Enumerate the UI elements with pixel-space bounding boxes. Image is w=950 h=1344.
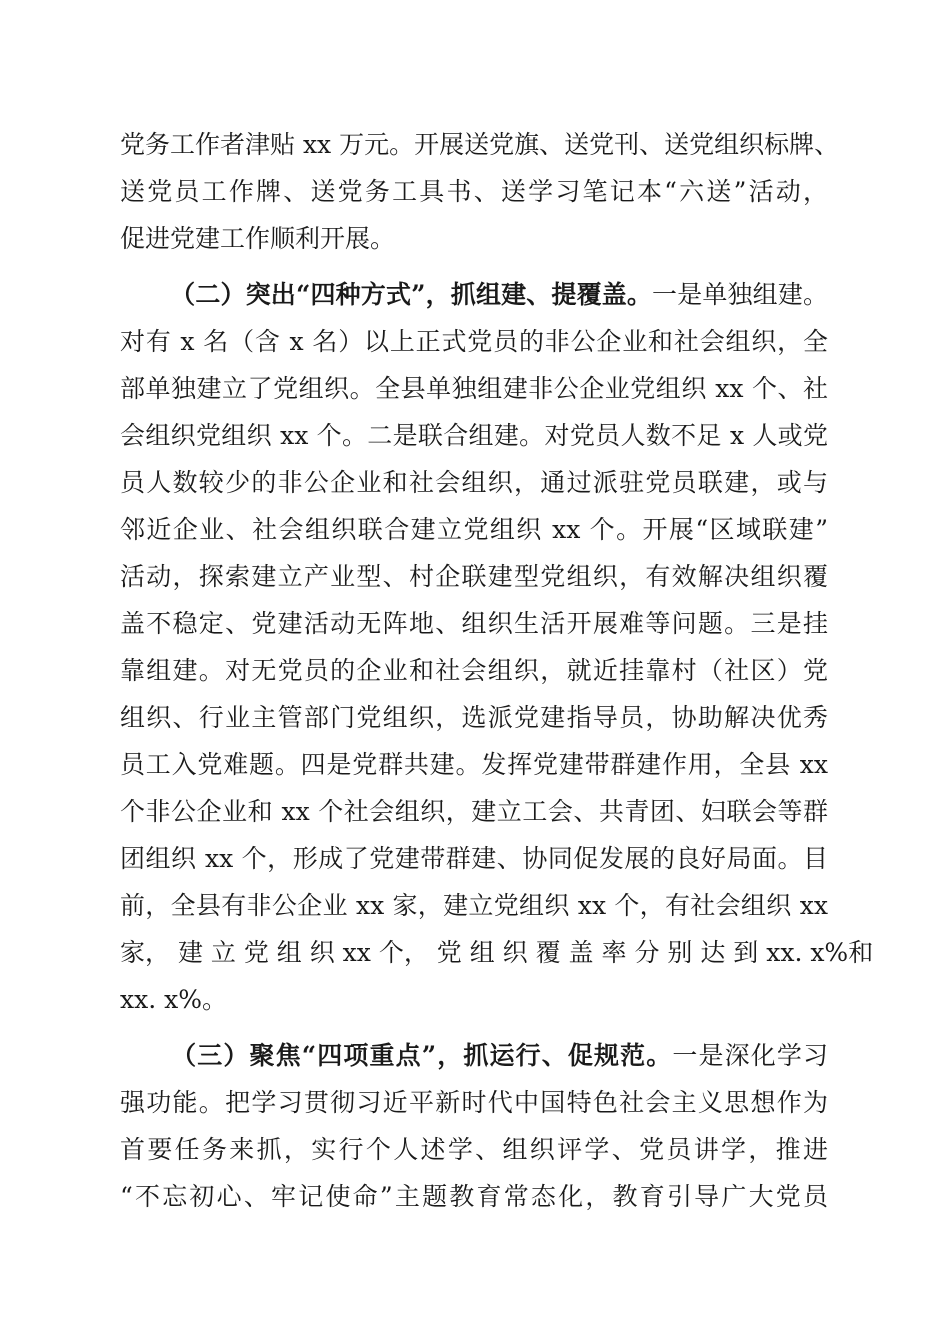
body-line: 促进党建工作顺利开展。 — [120, 224, 396, 253]
body-line: 党务工作者津贴 xx 万元。开展送党旗、送党刊、送党组织标牌、 — [120, 130, 840, 159]
body-line: 员工入党难题。四是党群共建。发挥党建带群建作用，全县 xx — [120, 750, 828, 779]
section-3-lead: 一是深化学习 — [672, 1041, 828, 1070]
body-line: 强功能。把学习贯彻习近平新时代中国特色社会主义思想作为 — [120, 1088, 828, 1117]
body-line: 盖不稳定、党建活动无阵地、组织生活开展难等问题。三是挂 — [120, 609, 828, 638]
body-line: 邻近企业、社会组织联合建立党组织 xx 个。开展“区域联建” — [120, 515, 828, 544]
body-line: 组织、行业主管部门党组织，选派党建指导员，协助解决优秀 — [120, 703, 828, 732]
body-line: 靠组建。对无党员的企业和社会组织，就近挂靠村（社区）党 — [120, 656, 828, 685]
body-line: 活动，探索建立产业型、村企联建型党组织，有效解决组织覆 — [120, 562, 828, 591]
section-2-lead: 一是单独组建。 — [652, 280, 828, 309]
section-3-heading: （三）聚焦“四项重点”，抓运行、促规范。 — [170, 1041, 673, 1070]
body-line: 团组织 xx 个，形成了党建带群建、协同促发展的良好局面。目 — [120, 844, 828, 873]
body-line: 首要任务来抓，实行个人述学、组织评学、党员讲学，推进 — [120, 1135, 828, 1164]
body-line: “不忘初心、牢记使命”主题教育常态化，教育引导广大党员 — [120, 1182, 828, 1211]
body-line: 前，全县有非公企业 xx 家，建立党组织 xx 个，有社会组织 xx — [120, 891, 828, 920]
body-line: 部单独建立了党组织。全县单独组建非公企业党组织 xx 个、社 — [120, 374, 828, 403]
section-2-first-line — [120, 275, 828, 315]
section-2-heading: （二）突出“四种方式”，抓组建、提覆盖。 — [170, 280, 653, 309]
body-line: 员人数较少的非公企业和社会组织，通过派驻党员联建，或与 — [120, 468, 828, 497]
body-line: 会组织党组织 xx 个。二是联合组建。对党员人数不足 x 人或党 — [120, 421, 828, 450]
body-line: 送党员工作牌、送党务工具书、送学习笔记本“六送”活动， — [120, 177, 828, 206]
section-3-first-line — [120, 1036, 828, 1076]
body-line: xx. x%。 — [120, 985, 227, 1014]
body-line: 个非公企业和 xx 个社会组织，建立工会、共青团、妇联会等群 — [120, 797, 828, 826]
body-line: 对有 x 名（含 x 名）以上正式党员的非公企业和社会组织，全 — [120, 327, 828, 356]
body-line: 家， 建 立 党 组 织 xx 个， 党 组 织 覆 盖 率 分 别 达 到 xx. x%和 — [120, 938, 874, 967]
